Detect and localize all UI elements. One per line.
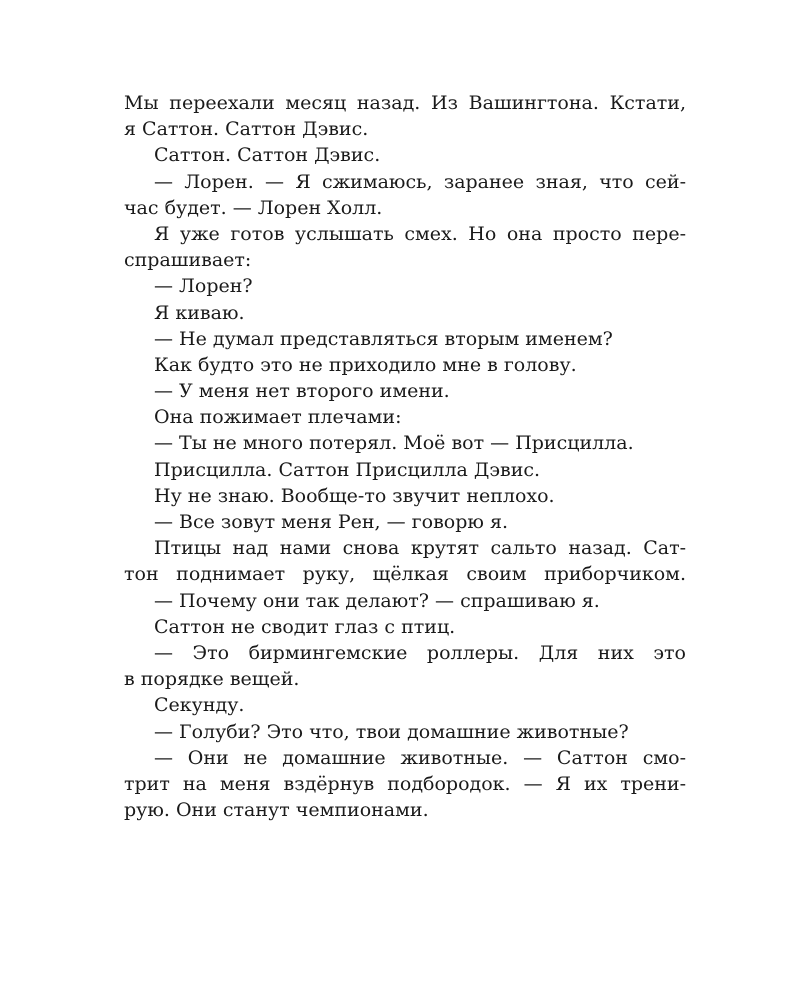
- text-line: я Саттон. Саттон Дэвис.: [124, 118, 369, 141]
- text-line: Мы переехали месяц назад. Из Вашингтона. Кстати,: [124, 92, 686, 114]
- text-line: Саттон. Саттон Дэвис.: [154, 144, 381, 167]
- text-line: рую. Они станут чемпионами.: [124, 799, 429, 822]
- text-line: — Почему они так делают? — спрашиваю я.: [154, 589, 600, 612]
- text-line: Она пожимает плечами:: [154, 406, 402, 429]
- text-line: — У меня нет второго имени.: [154, 380, 450, 403]
- text-line: — Лорен. — Я сжимаюсь, заранее зная, что сей-: [154, 170, 686, 193]
- text-line: — Это бирмингемские роллеры. Для них это: [154, 641, 686, 664]
- text-line: в порядке вещей.: [124, 668, 300, 691]
- text-line: Саттон не сводит глаз с птиц.: [154, 615, 456, 638]
- text-line: — Лорен?: [154, 275, 253, 298]
- text-line: Присцилла. Саттон Присцилла Дэвис.: [154, 458, 541, 481]
- text-line: Я уже готов услышать смех. Но она просто пере-: [154, 222, 686, 245]
- text-line: — Ты не много потерял. Моё вот — Присцилла.: [154, 432, 634, 455]
- text-line: — Все зовут меня Рен, — говорю я.: [154, 511, 508, 533]
- body-text: [124, 90, 686, 823]
- text-line: трит на меня вздёрнув подбородок. — Я их трени-: [124, 772, 686, 795]
- text-line: спрашивает:: [124, 249, 252, 272]
- text-line: — Голуби? Это что, твои домашние животные?: [154, 720, 629, 743]
- text-line: Секунду.: [154, 694, 245, 717]
- text-line: Я киваю.: [154, 301, 245, 324]
- text-line: Ну не знаю. Вообще-то звучит неплохо.: [154, 484, 555, 507]
- text-line: час будет. — Лорен Холл.: [124, 196, 383, 219]
- text-line: Птицы над нами снова крутят сальто назад. Сат-: [154, 537, 686, 560]
- text-line: Как будто это не приходило мне в голову.: [154, 353, 577, 376]
- text-line: — Не думал представляться вторым именем?: [154, 327, 613, 350]
- text-line: тон поднимает руку, щёлкая своим приборчиком.: [124, 563, 686, 586]
- text-line: — Они не домашние животные. — Саттон смо-: [154, 746, 686, 769]
